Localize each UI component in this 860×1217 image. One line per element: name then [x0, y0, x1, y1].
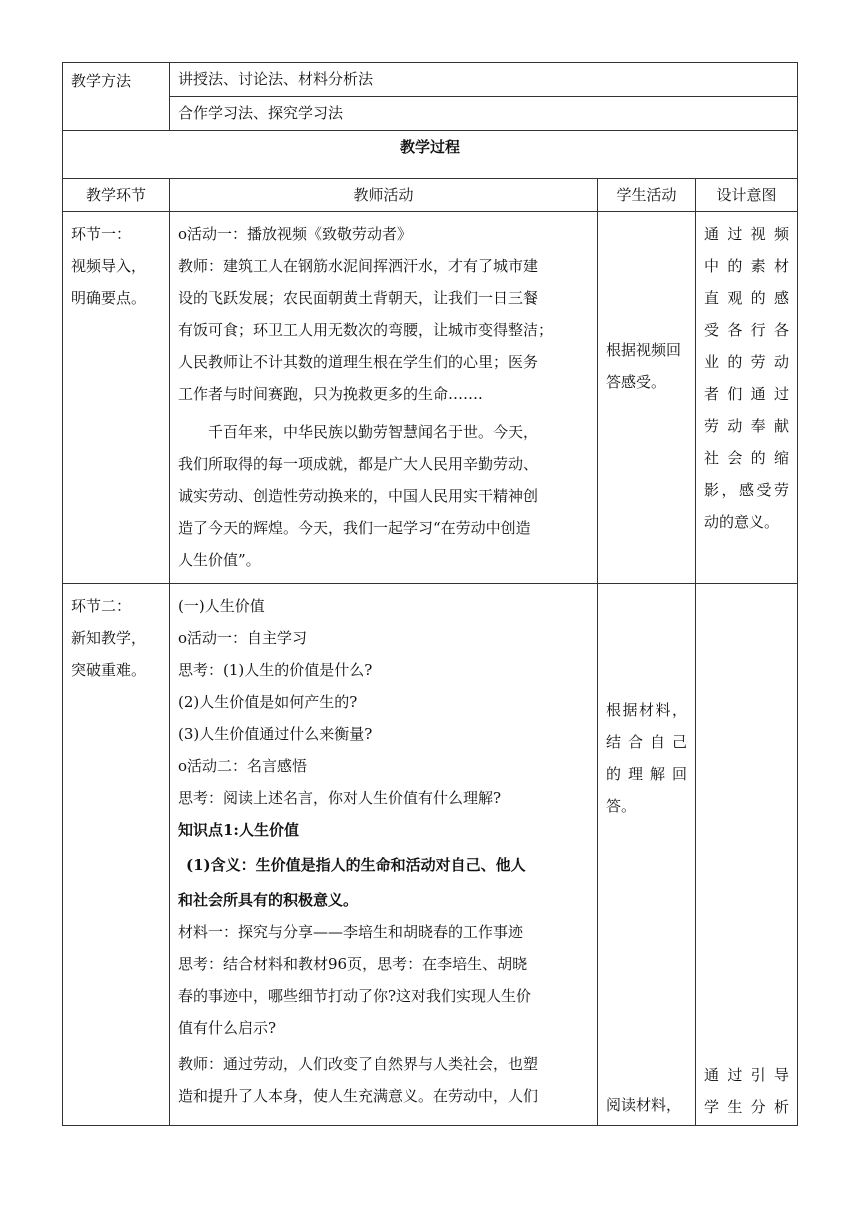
stage2-label [63, 584, 170, 1126]
stage1-teacher-line: 诚实劳动、创造性劳动换来的，中国人民用实干精神创 [178, 487, 539, 505]
stage2-design [696, 584, 798, 1126]
lesson-plan-table [62, 62, 798, 1126]
header-stage: 教学环节 [63, 179, 170, 212]
stage1-teacher-line: 教师：建筑工人在钢筋水泥间挥洒汗水，才有了城市建 [178, 257, 539, 275]
stage1-design-line: 社会的缩 [704, 449, 789, 467]
stage2-teacher-line: o活动二：名言感悟 [178, 757, 308, 775]
stage2-student-line: 结合自己 [606, 733, 687, 751]
material-line: 思考：结合材料和教材96页，思考：在李培生、胡晓 [178, 955, 528, 973]
stage2-row [63, 584, 798, 1126]
stage2-design-line: 通过引导 [704, 1066, 789, 1084]
stage2-teacher-line: (一)人生价值 [178, 597, 265, 615]
stage1-teacher-line: 有饭可食；环卫工人用无数次的弯腰，让城市变得整洁； [178, 321, 554, 339]
stage1-label [63, 212, 170, 584]
stage1-design-line: 劳动奉献 [704, 417, 789, 435]
stage1-student [598, 212, 696, 584]
header-student: 学生活动 [598, 179, 696, 212]
stage2-teacher [170, 584, 598, 1126]
method-label: 教学方法 [63, 63, 170, 131]
process-title-row [63, 131, 798, 179]
stage1-design-line: 者们通过 [704, 385, 789, 403]
stage2-design-line: 学生分析 [704, 1098, 789, 1116]
stage1-design-line: 影，感受劳 [704, 481, 789, 499]
stage1-teacher-line: 工作者与时间赛跑，只为挽救更多的生命……. [178, 385, 483, 403]
header-teacher: 教师活动 [170, 179, 598, 212]
stage1-design-line: 动的意义。 [704, 513, 780, 531]
stage2-teacher-end-line: 教师：通过劳动，人们改变了自然界与人类社会，也塑 [178, 1055, 539, 1073]
material-line: 春的事迹中，哪些细节打动了你?这对我们实现人生价 [178, 987, 532, 1005]
knowledge-point-line: (1)含义：生价值是指人的生命和活动对自己、他人 [186, 856, 526, 874]
stage1-teacher-line: o活动一：播放视频《致敬劳动者》 [178, 225, 413, 243]
stage2-student-line: 答。 [606, 797, 637, 815]
stage2-label-line: 环节二： [71, 597, 132, 615]
stage1-design-line: 通过视频 [704, 225, 789, 243]
material-line: 材料一：探究与分享——李培生和胡晓春的工作事迹 [178, 923, 524, 941]
stage1-design-line: 受各行各 [704, 321, 789, 339]
stage1-teacher-line: 造了今天的辉煌。今天，我们一起学习“在劳动中创造 [178, 519, 531, 537]
knowledge-point-line: 和社会所具有的积极意义。 [178, 891, 359, 909]
stage2-teacher-line: 思考：阅读上述名言，你对人生价值有什么理解? [178, 789, 502, 807]
stage2-teacher-line: (3)人生价值通过什么来衡量? [178, 725, 373, 743]
header-row [63, 179, 798, 212]
method-line-2: 合作学习法、探究学习法 [170, 97, 798, 131]
stage1-row [63, 212, 798, 584]
stage2-student-line: 根据材料， [606, 701, 687, 719]
stage1-label-line: 视频导入， [71, 257, 147, 275]
knowledge-point-title: 知识点1:人生价值 [178, 821, 299, 839]
stage1-student-line: 答感受。 [606, 373, 667, 391]
stage1-design-line: 业的劳动 [704, 353, 789, 371]
stage2-student-line: 的理解回 [606, 765, 687, 783]
stage1-label-line: 明确要点。 [71, 289, 147, 307]
stage1-label-line: 环节一： [71, 225, 132, 243]
stage2-student [598, 584, 696, 1126]
stage1-design [696, 212, 798, 584]
stage2-label-line: 新知教学， [71, 629, 147, 647]
stage1-teacher-line: 我们所取得的每一项成就，都是广大人民用辛勤劳动、 [178, 455, 539, 473]
material-line: 值有什么启示? [178, 1019, 277, 1037]
stage1-design-line: 中的素材 [704, 257, 789, 275]
method-row-1 [63, 63, 798, 97]
stage1-teacher [170, 212, 598, 584]
stage2-teacher-end-line: 造和提升了人本身，使人生充满意义。在劳动中，人们 [178, 1087, 539, 1105]
stage2-teacher-line: 思考：(1)人生的价值是什么? [178, 661, 373, 679]
stage1-teacher-line: 人生价值”。 [178, 551, 261, 569]
stage1-design-line: 直观的感 [704, 289, 789, 307]
stage2-label-line: 突破重难。 [71, 661, 147, 679]
method-row-2 [63, 97, 798, 131]
stage2-student-line-b: 阅读材料， [606, 1096, 682, 1114]
stage2-teacher-line: (2)人生价值是如何产生的? [178, 693, 358, 711]
stage1-student-line: 根据视频回 [606, 341, 682, 359]
method-line-1: 讲授法、讨论法、材料分析法 [170, 63, 798, 97]
stage2-teacher-line: o活动一：自主学习 [178, 629, 308, 647]
stage1-teacher-line: 人民教师让不计其数的道理生根在学生们的心里；医务 [178, 353, 539, 371]
process-title: 教学过程 [63, 131, 798, 179]
header-design: 设计意图 [696, 179, 798, 212]
stage1-teacher-line: 千百年来，中华民族以勤劳智慧闻名于世。今天， [208, 423, 539, 441]
stage1-teacher-line: 设的飞跃发展；农民面朝黄土背朝天，让我们一日三餐 [178, 289, 539, 307]
